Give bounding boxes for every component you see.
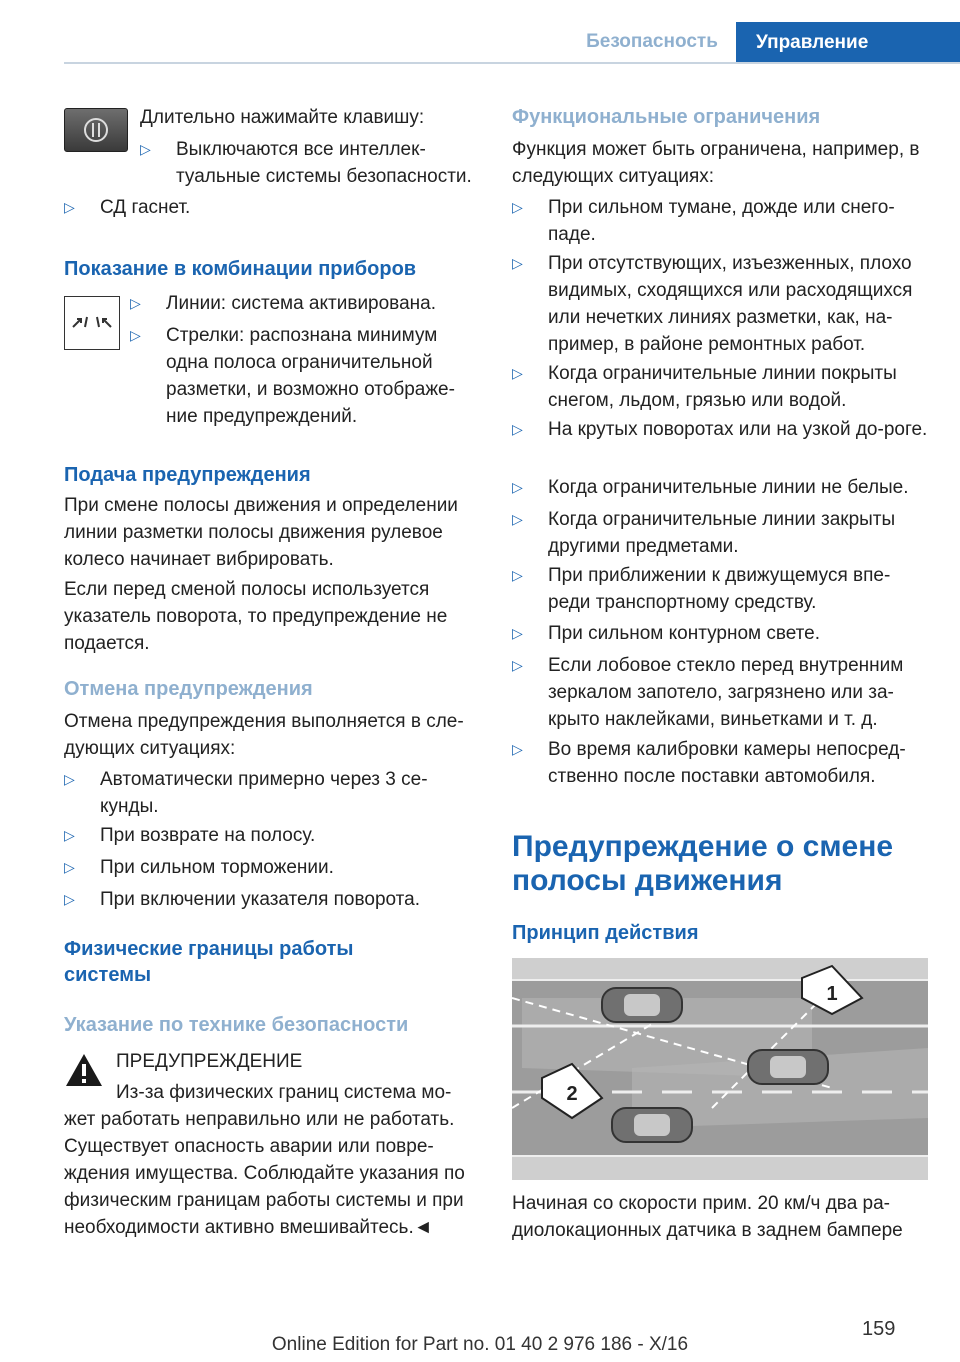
func-heading: Функциональные ограничения [512,106,821,128]
lane-indicator-icon [64,296,120,350]
cancel-intro: Отмена предупреждения выполняется в сле-дующих ситуациях: [64,711,464,759]
list-item: ▷ На крутых поворотах или на узкой до-роге. [512,416,930,443]
bullet-icon: ▷ [512,657,523,673]
list-item: ▷ Когда ограничительные линии закрыты другими предметами. [512,506,930,560]
bullet-icon: ▷ [512,199,523,215]
assist-button-icon [64,108,128,152]
svg-text:2: 2 [566,1083,578,1105]
bullet-icon: ▷ [64,827,75,843]
list-item: ▷ Выключаются все интеллек-туальные системы безопасности. [140,136,480,190]
car-icon [612,1108,692,1142]
list-item: ▷ Когда ограничительные линии не белые. [512,474,930,501]
bullet-icon: ▷ [140,141,151,157]
principle-text: Начиная со скорости прим. 20 км/ч два ра-диолокационных датчика в заднем бампере [512,1193,903,1241]
hold-button-text: Длительно нажимайте клавишу: [140,107,425,128]
list-item: ▷ Во время калибровки камеры непосред-ственно после поставки автомобиля. [512,736,930,790]
bullet-icon: ▷ [512,511,523,527]
bullet-icon: ▷ [130,295,141,311]
warning-paragraph: При смене полосы движения и определении линии разметки полосы движения рулевое колесо начинает вибрировать. [64,495,458,570]
list-item: ▷ При отсутствующих, изъезженных, плохо видимых, сходящихся или расходящихся или нечетких линиях разметки, как, на-пример, в районе ремонтных работ. [512,250,930,358]
bullet-icon: ▷ [64,771,75,787]
warning-heading: Подача предупреждения [64,464,311,486]
list-item: ▷ При сильном тумане, дожде или снего-паде. [512,194,930,248]
lane-change-heading: Предупреждение о смене полосы движения [512,830,894,897]
svg-text:1: 1 [826,983,838,1005]
bullet-icon: ▷ [130,327,141,343]
list-item: ▷ Если лобовое стекло перед внутренним зеркалом запотело, загрязнено или за-крыто наклейками, виньетками и т. д. [512,652,930,733]
limits-heading: Физические границы работы системы [64,938,354,986]
list-item: ▷ При приближении к движущемуся впе-реди транспортному средству. [512,562,930,616]
car-icon [602,988,682,1022]
list-item: ▷ Автоматически примерно через 3 се-кунды. [64,766,480,820]
car-icon [748,1050,828,1084]
list-item: ▷ Стрелки: распознана минимум одна полоса ограничительной разметки, и возможно отображе-ние предупреждений. [130,322,480,430]
page-number: 159 [862,1318,896,1340]
display-heading: Показание в комбинации приборов [64,258,417,280]
list-item: ▷ При сильном торможении. [64,854,480,881]
tab-control[interactable]: Управление [736,22,960,64]
bullet-icon: ▷ [512,567,523,583]
edition-footer: Online Edition for Part no. 01 40 2 976 186 - X/16 [271,1334,689,1355]
bullet-icon: ▷ [512,365,523,381]
bullet-icon: ▷ [512,479,523,495]
bullet-icon: ▷ [64,891,75,907]
bullet-icon: ▷ [64,199,75,215]
bullet-icon: ▷ [64,859,75,875]
list-item: ▷ При сильном контурном свете. [512,620,930,647]
list-item: ▷ При возврате на полосу. [64,822,480,849]
bullet-icon: ▷ [512,625,523,641]
principle-heading: Принцип действия [512,922,699,944]
lane-change-illustration [512,958,928,1180]
tab-safety[interactable]: Безопасность [586,31,718,52]
safety-heading: Указание по технике безопасности [64,1014,409,1036]
safety-title: ПРЕДУПРЕЖДЕНИЕ [116,1051,303,1072]
bullet-icon: ▷ [512,421,523,437]
list-item: ▷ При включении указателя поворота. [64,886,480,913]
warning-paragraph: Если перед сменой полосы используется указатель поворота, то предупреждение не подается. [64,579,448,654]
header-divider [64,62,960,64]
safety-text: Из-за физических границ система мо-жет работать неправильно или не работать. Существует опасность аварии или повре-ждения имущества. Соблюдайте указания по физическим границам работы системы и при необходимости активно вмешивайтесь.◄ [64,1082,465,1238]
list-item: ▷ Когда ограничительные линии покрыты снегом, льдом, грязью или водой. [512,360,930,414]
bullet-icon: ▷ [512,255,523,271]
func-intro: Функция может быть ограничена, например, в следующих ситуациях: [512,139,920,187]
list-item: ▷ Линии: система активирована. [130,290,480,317]
bullet-icon: ▷ [512,741,523,757]
list-item: ▷ СД гаснет. [64,194,480,221]
cancel-heading: Отмена предупреждения [64,678,313,700]
